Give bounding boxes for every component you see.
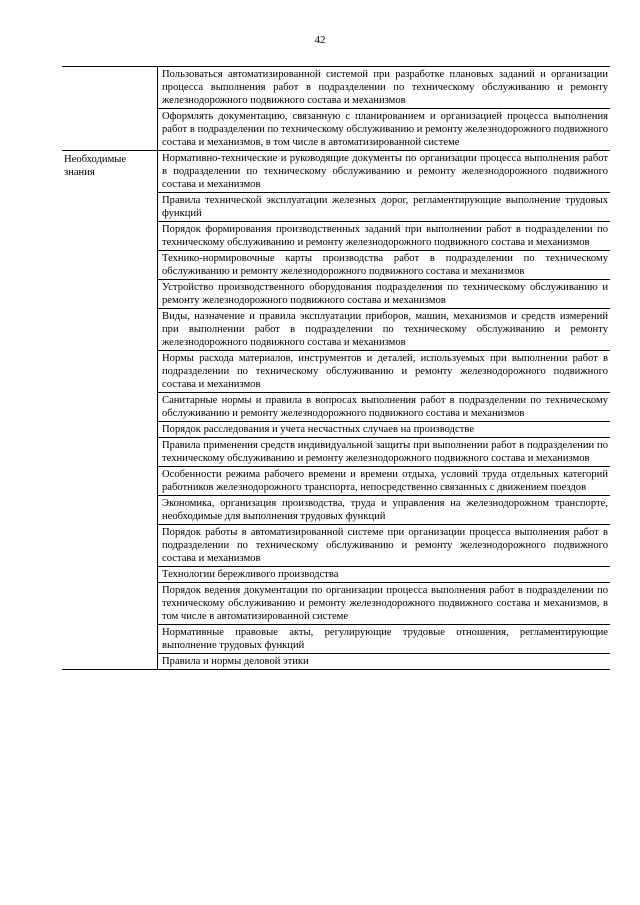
knowledge-item: Устройство производственного оборудования подразделения по техническому обслуживанию и ремонту железнодорожного подвижного состава и механизмов bbox=[158, 280, 610, 309]
knowledge-item: Порядок ведения документации по организации процесса выполнения работ в подразделении по техническому обслуживанию и ремонту железнодорожного подвижного состава и механизмов, в том числе в автоматизированной системе bbox=[158, 583, 610, 625]
table-row-skills bbox=[62, 67, 610, 151]
knowledge-item: Порядок расследования и учета несчастных случаев на производстве bbox=[158, 422, 610, 438]
knowledge-item: Порядок формирования производственных заданий при выполнении работ в подразделении по техническому обслуживанию и ремонту железнодорожного подвижного состава и механизмов bbox=[158, 222, 610, 251]
knowledge-item: Правила и нормы деловой этики bbox=[162, 656, 309, 667]
row-label-knowledge: Необходимые знания bbox=[62, 151, 158, 669]
skills-column bbox=[158, 67, 610, 150]
knowledge-item: Нормативно-технические и руководящие документы по организации процесса выполнения работ в подразделении по техническому обслуживанию и ремонту железнодорожного подвижного состава и механизмов bbox=[158, 151, 610, 193]
knowledge-item: Технико-нормировочные карты производства работ в подразделении по техническому обслуживанию и ремонту железнодорожного подвижного состава и механизмов bbox=[158, 251, 610, 280]
knowledge-item: Нормативные правовые акты, регулирующие трудовые отношения, регламентирующие выполнение трудовых функций bbox=[158, 625, 610, 654]
knowledge-item: Технологии бережливого производства bbox=[158, 567, 610, 583]
knowledge-column bbox=[158, 151, 610, 669]
knowledge-item: Правила применения средств индивидуальной защиты при выполнении работ в подразделении по техническому обслуживанию и ремонту железнодорожного подвижного состава и механизмов bbox=[158, 438, 610, 467]
knowledge-item: Нормы расхода материалов, инструментов и деталей, используемых при выполнении работ в подразделении по техническому обслуживанию и ремонту железнодорожного подвижного состава и механизмов bbox=[158, 351, 610, 393]
skill-item: Пользоваться автоматизированной системой при разработке плановых заданий и организации процесса выполнения работ в подразделении по техническому обслуживанию и ремонту железнодорожного подвижного состава и механизмов bbox=[158, 67, 610, 109]
knowledge-item: Экономика, организация производства, труда и управления на железнодорожном транспорте, необходимые для выполнения трудовых функций bbox=[158, 496, 610, 525]
knowledge-item: Санитарные нормы и правила в вопросах выполнения работ в подразделении по техническому обслуживанию и ремонту железнодорожного подвижного состава и механизмов bbox=[158, 393, 610, 422]
knowledge-item: Особенности режима рабочего времени и времени отдыха, условий труда отдельных категорий работников железнодорожного транспорта, непосредственно связанных с движением поездов bbox=[158, 467, 610, 496]
page-number: 42 bbox=[314, 34, 326, 46]
competency-table bbox=[62, 66, 610, 670]
knowledge-item: Виды, назначение и правила эксплуатации приборов, машин, механизмов и средств измерений при выполнении работ в подразделении по техническому обслуживанию и ремонту железнодорожного подвижного состава и механизмов bbox=[158, 309, 610, 351]
row-label-empty bbox=[62, 67, 158, 150]
table-row-knowledge bbox=[62, 151, 610, 670]
skill-item: Оформлять документацию, связанную с планированием и организацией процесса выполнения работ в подразделении по техническому обслуживанию и ремонту железнодорожного подвижного состава и механизмов, в том числе в автоматизированной системе bbox=[162, 111, 608, 148]
knowledge-item: Порядок работы в автоматизированной системе при организации процесса выполнения работ в подразделении по техническому обслуживанию и ремонту железнодорожного подвижного состава и механизмов bbox=[158, 525, 610, 567]
knowledge-item: Правила технической эксплуатации железных дорог, регламентирующие выполнение трудовых функций bbox=[158, 193, 610, 222]
